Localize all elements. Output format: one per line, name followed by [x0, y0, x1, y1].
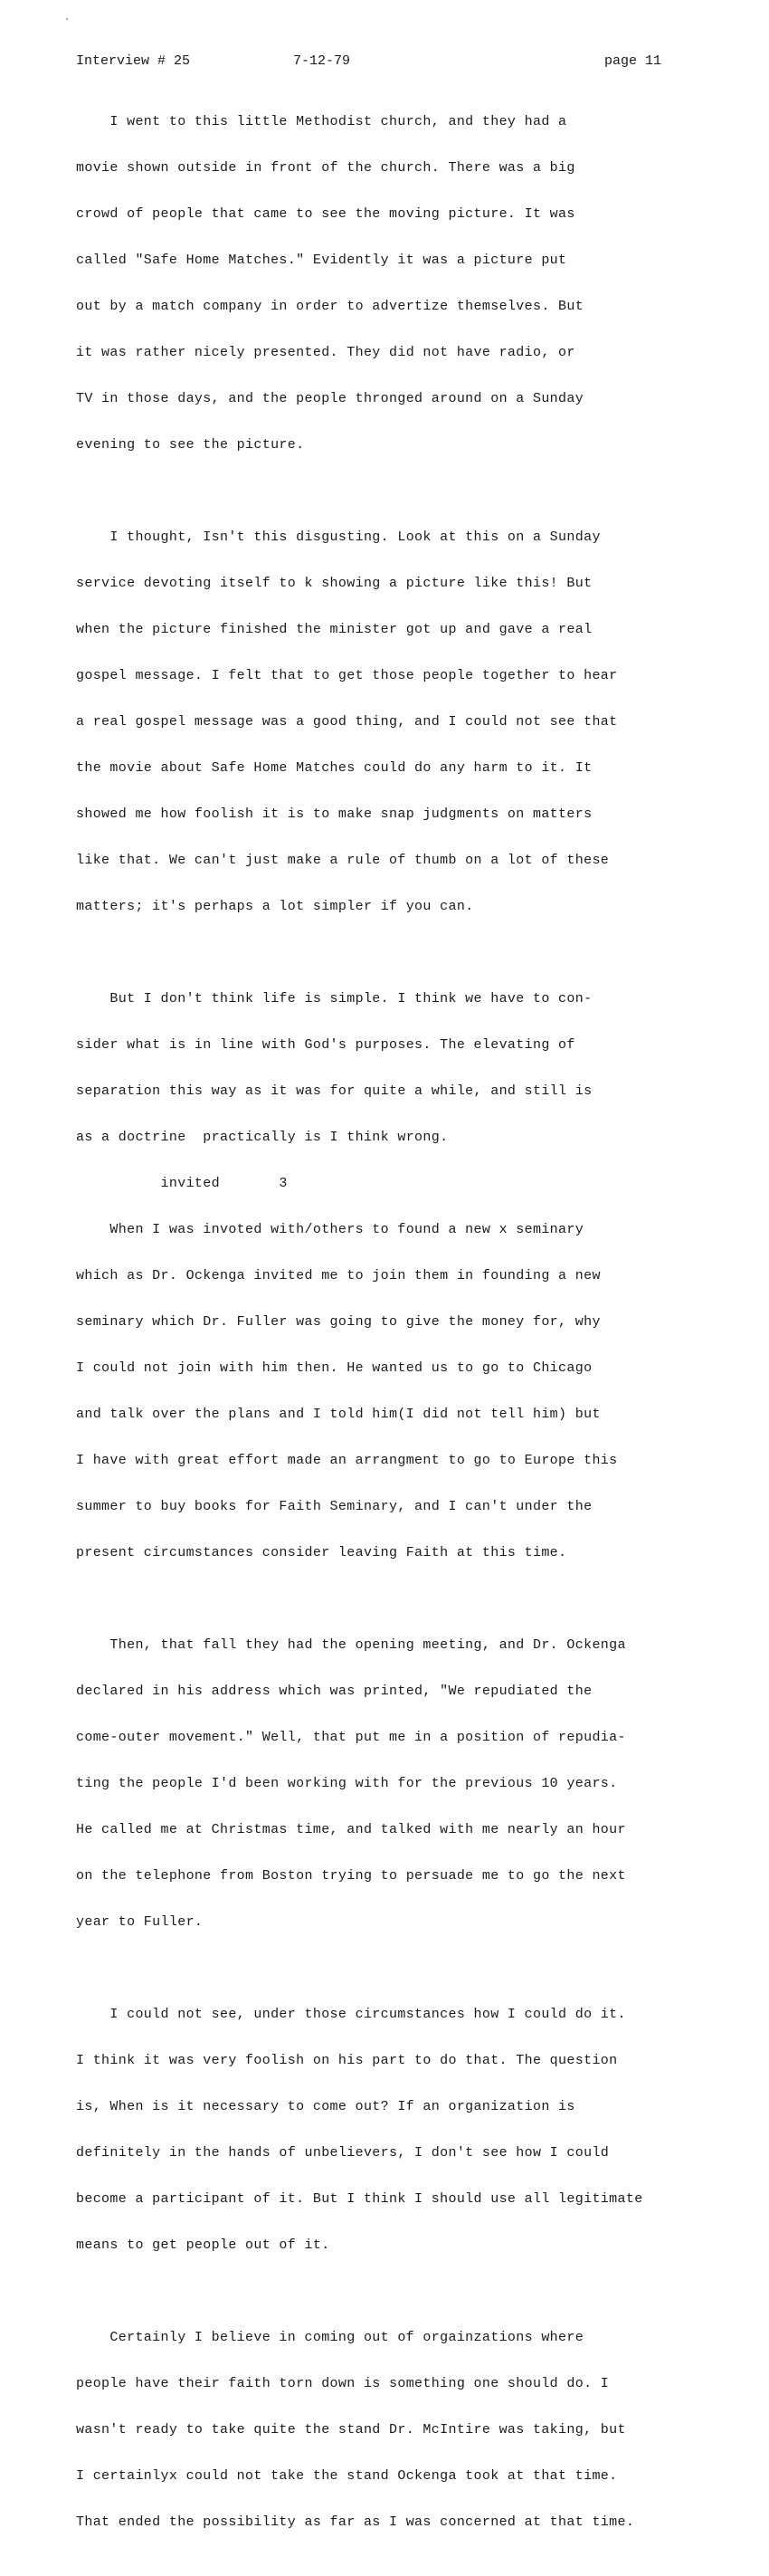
text-line: gospel message. I felt that to get those people together to hear: [76, 668, 618, 683]
text-line: I thought, Isn't this disgusting. Look at this on a Sunday: [76, 530, 601, 545]
text-line: the movie about Safe Home Matches could do any harm to it. It: [76, 760, 593, 776]
text-line: declared in his address which was printed, "We repudiated the: [76, 1684, 593, 1699]
text-line: I have with great effort made an arrangment to go to Europe this: [76, 1453, 618, 1468]
transcript-body: [76, 83, 709, 2576]
text-line: ting the people I'd been working with for the previous 10 years.: [76, 1776, 618, 1791]
text-line: I certainlyx could not take the stand Ockenga took at that time.: [76, 2468, 618, 2484]
paragraph-2: [76, 499, 709, 945]
interview-date: 7-12-79: [293, 53, 351, 69]
text-line: TV in those days, and the people thronged around on a Sunday: [76, 391, 584, 406]
text-line: called "Safe Home Matches." Evidently it was a picture put: [76, 253, 567, 268]
text-line: evening to see the picture.: [76, 437, 305, 453]
paragraph-1: [76, 83, 709, 483]
text-line: seminary which Dr. Fuller was going to give the money for, why: [76, 1314, 601, 1330]
paragraph-6: [76, 2299, 709, 2561]
text-line: showed me how foolish it is to make snap judgments on matters: [76, 806, 593, 822]
text-line: movie shown outside in front of the church. There was a big: [76, 160, 575, 176]
text-line: present circumstances consider leaving Faith at this time.: [76, 1545, 567, 1560]
text-line: is, When is it necessary to come out? If an organization is: [76, 2099, 575, 2114]
text-line: summer to buy books for Faith Seminary, and I can't under the: [76, 1499, 593, 1514]
text-line: crowd of people that came to see the moving picture. It was: [76, 206, 575, 222]
stray-mark: [66, 18, 68, 20]
page-number: page 11: [604, 53, 662, 69]
text-line: But I don't think life is simple. I think we have to con-: [76, 991, 593, 1007]
text-line: on the telephone from Boston trying to persuade me to go the next: [76, 1868, 626, 1884]
paragraph-4: [76, 1607, 709, 1961]
text-line: when the picture finished the minister got up and gave a real: [76, 622, 593, 637]
text-line: Certainly I believe in coming out of orgainzations where: [76, 2330, 584, 2345]
text-line: service devoting itself to k showing a picture like this! But: [76, 576, 593, 591]
text-line: come-outer movement." Well, that put me in a position of repudia-: [76, 1730, 626, 1745]
text-line: which as Dr. Ockenga invited me to join them in founding a new: [76, 1268, 601, 1283]
handwritten-insertion: invited 3: [76, 1176, 288, 1191]
text-line: and talk over the plans and I told him(I did not tell him) but: [76, 1407, 601, 1422]
text-line: as a doctrine practically is I think wrong.: [76, 1130, 449, 1145]
text-line: it was rather nicely presented. They did not have radio, or: [76, 345, 575, 360]
text-line: out by a match company in order to advertize themselves. But: [76, 299, 584, 314]
paragraph-3: [76, 960, 709, 1591]
text-line: separation this way as it was for quite a while, and still is: [76, 1083, 593, 1099]
text-line: people have their faith torn down is something one should do. I: [76, 2376, 610, 2391]
text-line: become a participant of it. But I think I should use all legitimate: [76, 2191, 643, 2207]
text-line: When I was invoted with/others to found a new x seminary: [76, 1222, 584, 1237]
text-line: I think it was very foolish on his part to do that. The question: [76, 2053, 618, 2068]
text-line: I went to this little Methodist church, and they had a: [76, 114, 567, 129]
text-line: wasn't ready to take quite the stand Dr. McIntire was taking, but: [76, 2422, 626, 2438]
text-line: like that. We can't just make a rule of thumb on a lot of these: [76, 853, 610, 868]
text-line: He called me at Christmas time, and talked with me nearly an hour: [76, 1822, 626, 1837]
text-line: I could not see, under those circumstances how I could do it.: [76, 2007, 626, 2022]
text-line: Then, that fall they had the opening meeting, and Dr. Ockenga: [76, 1637, 626, 1653]
text-line: a real gospel message was a good thing, and I could not see that: [76, 714, 618, 730]
text-line: year to Fuller.: [76, 1914, 204, 1930]
interview-number: Interview # 25: [76, 53, 191, 69]
text-line: matters; it's perhaps a lot simpler if you can.: [76, 899, 474, 914]
text-line: That ended the possibility as far as I was concerned at that time.: [76, 2514, 635, 2530]
text-line: sider what is in line with God's purposes. The elevating of: [76, 1037, 575, 1053]
text-line: means to get people out of it.: [76, 2237, 330, 2253]
text-line: I could not join with him then. He wanted us to go to Chicago: [76, 1360, 593, 1376]
paragraph-5: [76, 1976, 709, 2284]
text-line: definitely in the hands of unbelievers, I don't see how I could: [76, 2145, 610, 2161]
